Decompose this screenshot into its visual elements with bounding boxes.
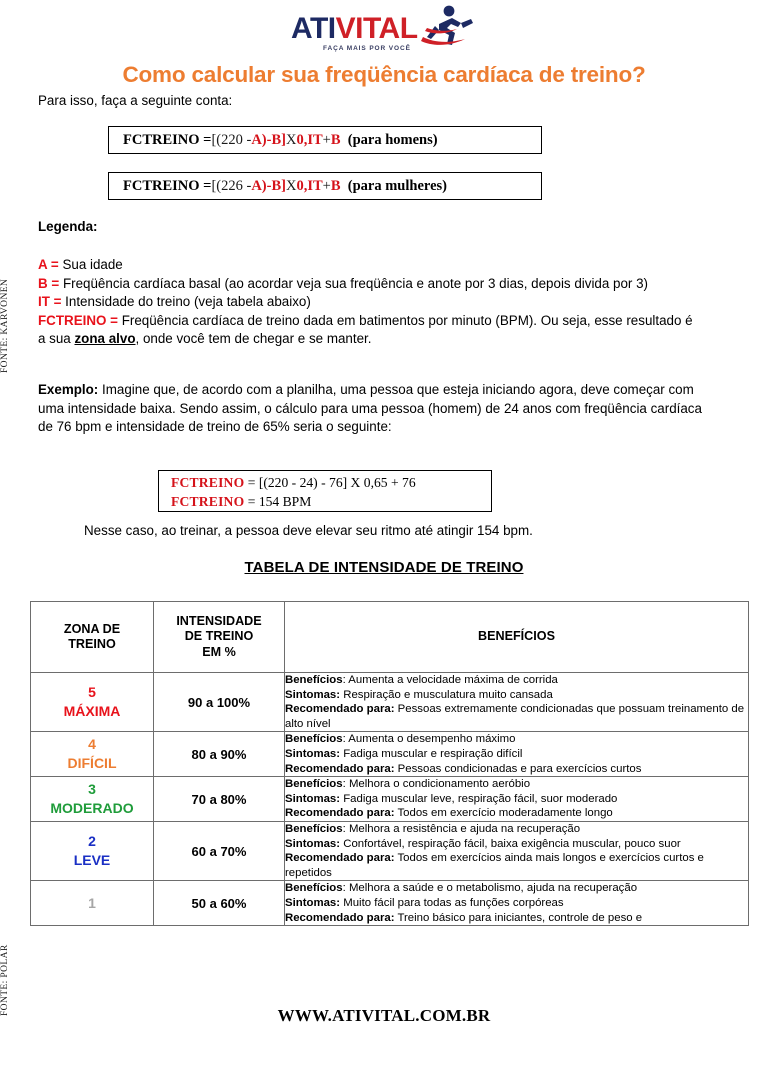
example-formula-box <box>158 470 492 512</box>
formula-women-plus: + <box>322 177 331 194</box>
symptoms-key: Sintomas: <box>285 792 341 805</box>
footer-url: WWW.ATIVITAL.COM.BR <box>277 1006 491 1025</box>
benefits-line-sintomas <box>285 837 748 852</box>
zone-number-5: 5 <box>88 684 96 701</box>
legend-item-a <box>38 256 698 275</box>
formula-men-minus: - <box>266 131 272 148</box>
legend-key-a: A = <box>38 257 59 272</box>
zone-cell-2 <box>31 821 154 880</box>
table-header-zone <box>31 602 154 673</box>
intensity-cell-1: 50 a 60% <box>154 881 285 926</box>
recommended-text: Pessoas condicionadas e para exercícios curtos <box>394 762 642 775</box>
example-formula-value-1: = [(220 - 24) - 76] X 0,65 + 76 <box>244 475 416 490</box>
table-header-zone-line2: TREINO <box>68 637 116 651</box>
source-label-polar: FONTE: POLAR <box>0 944 10 1016</box>
benefits-cell-1 <box>285 881 749 926</box>
benefits-line-recomendado <box>285 762 748 777</box>
benefits-key: Benefícios <box>285 882 343 895</box>
zone-number-2: 2 <box>88 833 96 850</box>
benefits-key: Benefícios <box>285 822 343 835</box>
formula-men-var-b2: B <box>330 131 341 148</box>
benefits-cell-5 <box>285 673 749 732</box>
symptoms-text: Confortável, respiração fácil, baixa exigência muscular, pouco suor <box>340 837 681 850</box>
benefits-line-beneficios <box>285 777 748 792</box>
symptoms-key: Sintomas: <box>285 688 341 701</box>
legend-text-fctreino-after: , onde você tem de chegar e se manter. <box>135 331 372 347</box>
symptoms-text: Fadiga muscular e respiração difícil <box>340 747 523 760</box>
example-formula-line-1 <box>171 473 491 492</box>
benefits-cell-3 <box>285 777 749 822</box>
recommended-key: Recomendado para: <box>285 703 395 716</box>
legend-item-it <box>38 293 698 312</box>
recommended-key: Recomendado para: <box>285 807 395 820</box>
running-person-icon <box>419 4 477 50</box>
formula-men-note: (para homens) <box>347 131 438 148</box>
table-title: TABELA DE INTENSIDADE DE TREINO <box>244 559 524 576</box>
benefits-line-recomendado <box>285 806 748 821</box>
formula-women-label: FCTREINO <box>123 177 200 194</box>
legend-key-b: B = <box>38 275 60 291</box>
legend-item-fctreino <box>38 312 698 349</box>
example-formula-value-2: = 154 BPM <box>244 494 312 509</box>
zone-name-3: MODERADO <box>50 800 134 817</box>
benefits-line-recomendado <box>285 911 748 926</box>
logo-text-vital: VITAL <box>335 12 418 45</box>
benefits-key: Benefícios <box>285 674 343 686</box>
intensity-table <box>30 601 749 926</box>
example-formula-line-2 <box>171 492 491 511</box>
formula-men-var-it: 0,IT <box>296 131 323 148</box>
table-row <box>31 881 749 926</box>
source-label-karvonen: FONTE: KARVONEN <box>0 278 10 373</box>
legend-item-b <box>38 275 698 294</box>
benefits-line-sintomas <box>285 688 748 703</box>
formula-box-men <box>108 126 542 154</box>
benefits-line-beneficios <box>285 732 748 747</box>
benefits-text: : Aumenta a velocidade máxima de corrida <box>342 674 558 686</box>
formula-women-eq: = <box>203 177 212 194</box>
recommended-text: Todos em exercício moderadamente longo <box>394 807 613 820</box>
benefits-text: : Melhora a resistência e ajuda na recuperação <box>342 822 581 835</box>
legend-key-fctreino: FCTREINO = <box>38 312 118 328</box>
zone-cell-5 <box>31 673 154 732</box>
legend-emphasis-zona-alvo: zona alvo <box>74 331 136 347</box>
benefits-cell-4 <box>285 732 749 777</box>
benefits-key: Benefícios <box>285 778 343 791</box>
table-header-intensity-line1: INTENSIDADE <box>176 613 262 628</box>
zone-number-3: 3 <box>88 781 96 798</box>
formula-women-var-b2: B <box>330 177 341 194</box>
legend-key-it: IT = <box>38 294 62 310</box>
benefits-text: : Melhora o condicionamento aeróbio <box>342 778 531 791</box>
symptoms-key: Sintomas: <box>285 896 341 909</box>
brand-logo <box>0 8 768 60</box>
example-paragraph <box>38 381 706 437</box>
benefits-cell-2 <box>285 821 749 880</box>
formula-women-times: X <box>285 177 297 194</box>
example-formula-label-1: FCTREINO <box>171 475 245 490</box>
formula-women-open: [(226 - <box>211 177 252 194</box>
recommended-key: Recomendado para: <box>285 762 395 775</box>
table-row <box>31 821 749 880</box>
formula-men-plus: + <box>322 131 331 148</box>
zone-name-2: LEVE <box>73 852 111 869</box>
intensity-cell-2: 60 a 70% <box>154 821 285 880</box>
formula-women-minus: - <box>266 177 272 194</box>
benefits-line-recomendado <box>285 851 748 880</box>
zone-number-1: 1 <box>88 894 96 911</box>
benefits-text: : Aumenta o desempenho máximo <box>342 733 516 746</box>
legend-heading: Legenda: <box>38 219 98 234</box>
formula-box-women <box>108 172 542 200</box>
table-header-intensity-line3: EM % <box>202 644 236 659</box>
benefits-key: Benefícios <box>285 733 343 746</box>
benefits-line-sintomas <box>285 792 748 807</box>
table-header-zone-line1: ZONA DE <box>63 621 121 636</box>
intensity-cell-3: 70 a 80% <box>154 777 285 822</box>
benefits-line-beneficios <box>285 822 748 837</box>
example-text: Imagine que, de acordo com a planilha, uma pessoa que esteja iniciando agora, deve começar com uma intensidade baixa. Sendo assim, o cálculo para uma pessoa (homem) de 24 anos com freqüência cardíaca de 76 bpm e intensidade de treino de 65% seria o seguinte: <box>38 382 702 435</box>
intensity-cell-5: 90 a 100% <box>154 673 285 732</box>
page-title: Como calcular sua freqüência cardíaca de treino? <box>122 62 646 87</box>
table-row <box>31 732 749 777</box>
legend-text-it: Intensidade do treino (veja tabela abaixo) <box>61 294 311 310</box>
symptoms-text: Fadiga muscular leve, respiração fácil, suor moderado <box>340 792 618 805</box>
recommended-text: Treino básico para iniciantes, controle de peso e <box>394 911 643 924</box>
table-row <box>31 673 749 732</box>
formula-women-note: (para mulheres) <box>347 177 447 194</box>
formula-women-var-it: 0,IT <box>296 177 323 194</box>
logo-tagline: FAÇA MAIS POR VOCÊ <box>323 45 411 52</box>
symptoms-key: Sintomas: <box>285 747 341 760</box>
formula-men-times: X <box>285 131 297 148</box>
logo-text-ati: ATI <box>291 12 336 45</box>
zone-name-4: DIFÍCIL <box>67 755 117 772</box>
table-header-row <box>31 602 749 673</box>
legend-text-a: Sua idade <box>58 257 123 272</box>
benefits-line-beneficios <box>285 673 748 688</box>
conclusion-line: Nesse caso, ao treinar, a pessoa deve elevar seu ritmo até atingir 154 bpm. <box>84 523 533 538</box>
zone-cell-3 <box>31 777 154 822</box>
table-row <box>31 777 749 822</box>
formula-men-eq: = <box>203 131 212 148</box>
benefits-line-sintomas <box>285 896 748 911</box>
recommended-key: Recomendado para: <box>285 911 395 924</box>
formula-women-var-b: B] <box>271 177 286 194</box>
formula-men-var-a: A) <box>251 131 267 148</box>
formula-men-var-b: B] <box>271 131 286 148</box>
legend-list <box>38 256 698 349</box>
legend-text-fctreino: Freqüência cardíaca de treino dada em batimentos por minuto (BPM). Ou seja, esse resultado é a sua <box>38 312 693 347</box>
benefits-line-sintomas <box>285 747 748 762</box>
intro-line: Para isso, faça a seguinte conta: <box>38 93 233 108</box>
benefits-text: : Melhora a saúde e o metabolismo, ajuda na recuperação <box>342 882 638 895</box>
intensity-cell-4: 80 a 90% <box>154 732 285 777</box>
formula-women-var-a: A) <box>251 177 267 194</box>
benefits-line-recomendado <box>285 702 748 731</box>
formula-men-open: [(220 - <box>211 131 252 148</box>
zone-cell-4 <box>31 732 154 777</box>
symptoms-text: Respiração e musculatura muito cansada <box>340 688 553 701</box>
logo-wordmark <box>291 14 418 44</box>
formula-men-label: FCTREINO <box>123 131 200 148</box>
benefits-line-beneficios <box>285 881 748 896</box>
recommended-text: Pessoas extremamente condicionadas que possuam treinamento de alto nível <box>285 703 745 730</box>
zone-number-4: 4 <box>88 736 96 753</box>
recommended-key: Recomendado para: <box>285 852 395 865</box>
recommended-text: Todos em exercícios ainda mais longos e exercícios curtos e repetidos <box>285 852 704 879</box>
example-label: Exemplo: <box>38 382 99 397</box>
zone-cell-1 <box>31 881 154 926</box>
table-header-intensity-line2: DE TREINO <box>184 629 254 644</box>
example-formula-label-2: FCTREINO <box>171 494 245 509</box>
symptoms-key: Sintomas: <box>285 837 341 850</box>
table-header-intensity <box>154 602 285 673</box>
symptoms-text: Muito fácil para todas as funções corpóreas <box>340 896 564 909</box>
zone-name-5: MÁXIMA <box>63 703 121 720</box>
legend-text-b: Freqüência cardíaca basal (ao acordar veja sua freqüência e anote por 3 dias, depois divida por 3) <box>59 275 649 291</box>
table-header-benefits: BENEFÍCIOS <box>285 602 749 673</box>
